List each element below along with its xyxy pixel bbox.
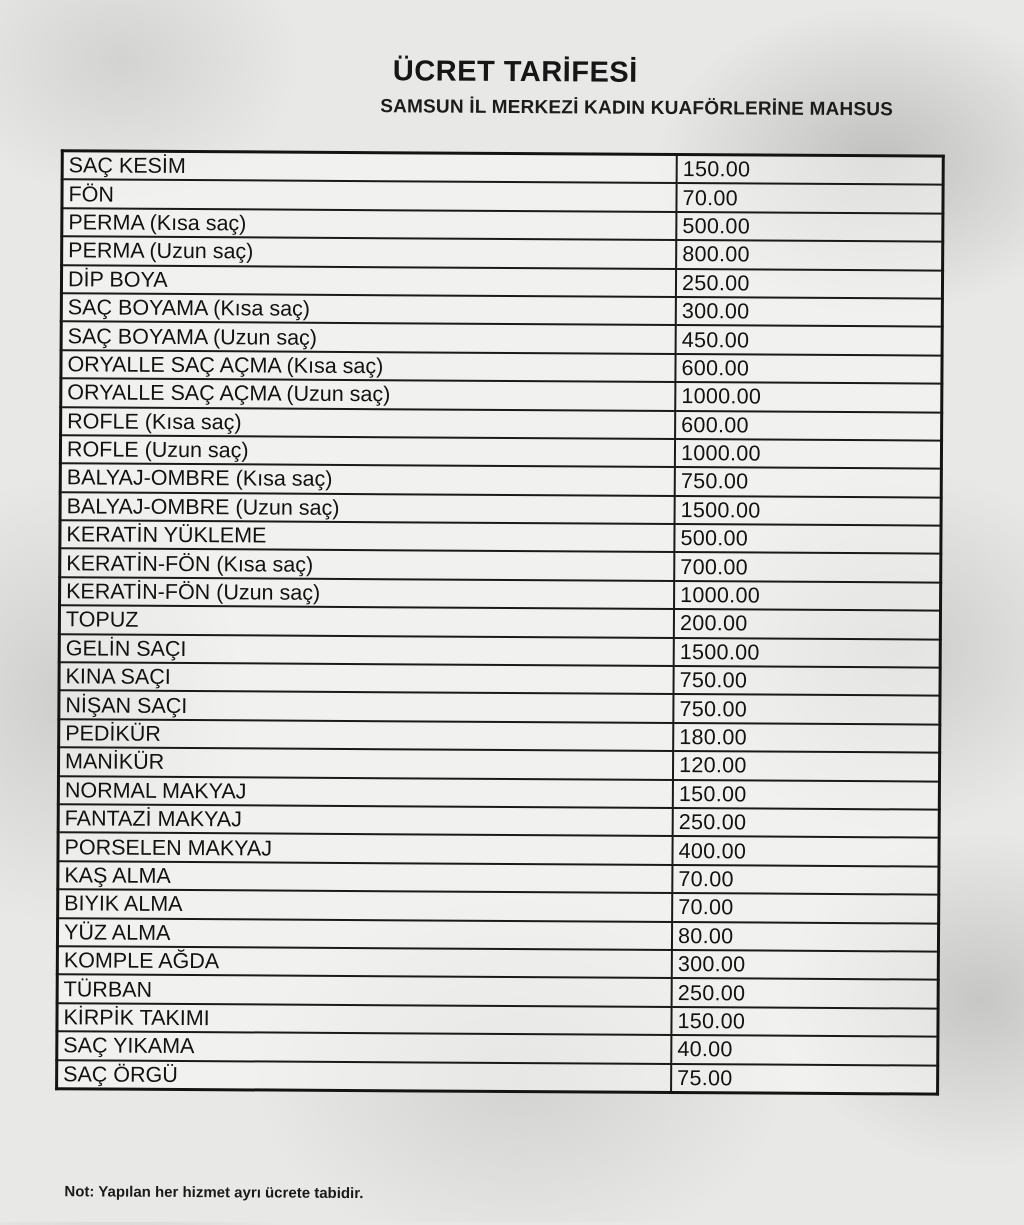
service-price-cell: 180.00: [673, 723, 940, 753]
service-price-cell: 120.00: [673, 751, 940, 781]
service-name-cell: KINA SAÇI: [59, 662, 674, 694]
price-table-body: [57, 151, 944, 1094]
service-price-cell: 250.00: [676, 269, 943, 299]
service-name-cell: YÜZ ALMA: [57, 918, 672, 950]
service-price-cell: 70.00: [677, 183, 944, 213]
service-price-cell: 1000.00: [675, 439, 942, 469]
service-name-cell: PERMA (Uzun saç): [62, 236, 677, 268]
service-name-cell: MANİKÜR: [58, 747, 673, 779]
service-name-cell: FANTAZİ MAKYAJ: [58, 804, 673, 836]
service-name-cell: ORYALLE SAÇ AÇMA (Uzun saç): [61, 378, 676, 410]
service-name-cell: SAÇ BOYAMA (Kısa saç): [61, 293, 676, 325]
table-row: [57, 1060, 938, 1094]
service-price-cell: 400.00: [673, 836, 940, 866]
service-name-cell: KOMPLE AĞDA: [57, 946, 672, 978]
service-price-cell: 300.00: [676, 297, 943, 327]
service-name-cell: SAÇ BOYAMA (Uzun saç): [61, 322, 676, 354]
price-table: [55, 149, 945, 1095]
service-price-cell: 150.00: [673, 780, 940, 810]
service-name-cell: KERATİN YÜKLEME: [60, 520, 675, 552]
service-name-cell: KERATİN-FÖN (Uzun saç): [60, 577, 675, 609]
service-price-cell: 1000.00: [675, 382, 942, 412]
service-price-cell: 80.00: [672, 922, 939, 952]
service-name-cell: PORSELEN MAKYAJ: [58, 833, 673, 865]
service-price-cell: 500.00: [674, 524, 941, 554]
service-price-cell: 75.00: [671, 1063, 938, 1094]
service-name-cell: GELİN SAÇI: [59, 634, 674, 666]
service-name-cell: KİRPİK TAKIMI: [57, 1003, 672, 1035]
service-name-cell: NİŞAN SAÇI: [59, 691, 674, 723]
service-price-cell: 750.00: [674, 666, 941, 696]
service-price-cell: 800.00: [676, 240, 943, 270]
service-name-cell: KERATİN-FÖN (Kısa saç): [60, 549, 675, 581]
service-name-cell: NORMAL MAKYAJ: [58, 776, 673, 808]
service-name-cell: BALYAJ-OMBRE (Kısa saç): [60, 464, 675, 496]
service-price-cell: 150.00: [677, 154, 944, 185]
service-price-cell: 1500.00: [675, 496, 942, 526]
service-name-cell: TÜRBAN: [57, 975, 672, 1007]
service-name-cell: ROFLE (Kısa saç): [61, 407, 676, 439]
service-price-cell: 1500.00: [674, 638, 941, 668]
page-title: ÜCRET TARİFESİ: [392, 55, 638, 89]
service-price-cell: 250.00: [673, 808, 940, 838]
service-price-cell: 700.00: [674, 552, 941, 582]
service-price-cell: 500.00: [676, 212, 943, 242]
service-name-cell: BALYAJ-OMBRE (Uzun saç): [60, 492, 675, 524]
service-price-cell: 250.00: [672, 978, 939, 1008]
service-name-cell: PEDİKÜR: [59, 719, 674, 751]
service-name-cell: BIYIK ALMA: [58, 889, 673, 921]
page-subtitle: SAMSUN İL MERKEZİ KADIN KUAFÖRLERİNE MAHSUS: [380, 96, 894, 121]
service-name-cell: SAÇ YIKAMA: [57, 1031, 672, 1063]
service-price-cell: 1000.00: [674, 581, 941, 611]
service-price-cell: 70.00: [672, 893, 939, 923]
service-price-cell: 750.00: [675, 467, 942, 497]
service-name-cell: DİP BOYA: [61, 265, 676, 297]
service-name-cell: PERMA (Kısa saç): [62, 208, 677, 240]
service-price-cell: 150.00: [671, 1007, 938, 1037]
service-name-cell: FÖN: [62, 180, 677, 212]
service-price-cell: 300.00: [672, 950, 939, 980]
footer-note: Not: Yapılan her hizmet ayrı ücrete tabidir.: [64, 1183, 364, 1203]
service-price-cell: 600.00: [675, 354, 942, 384]
service-price-cell: 750.00: [673, 694, 940, 724]
service-price-cell: 40.00: [671, 1035, 938, 1065]
service-name-cell: ROFLE (Uzun saç): [60, 435, 675, 467]
service-price-cell: 200.00: [674, 609, 941, 639]
service-name-cell: KAŞ ALMA: [58, 861, 673, 893]
service-name-cell: SAÇ KESİM: [62, 151, 677, 184]
service-price-cell: 450.00: [676, 325, 943, 355]
service-price-cell: 600.00: [675, 411, 942, 441]
service-price-cell: 70.00: [672, 865, 939, 895]
service-name-cell: TOPUZ: [59, 605, 674, 637]
service-name-cell: SAÇ ÖRGÜ: [57, 1060, 672, 1093]
service-name-cell: ORYALLE SAÇ AÇMA (Kısa saç): [61, 350, 676, 382]
